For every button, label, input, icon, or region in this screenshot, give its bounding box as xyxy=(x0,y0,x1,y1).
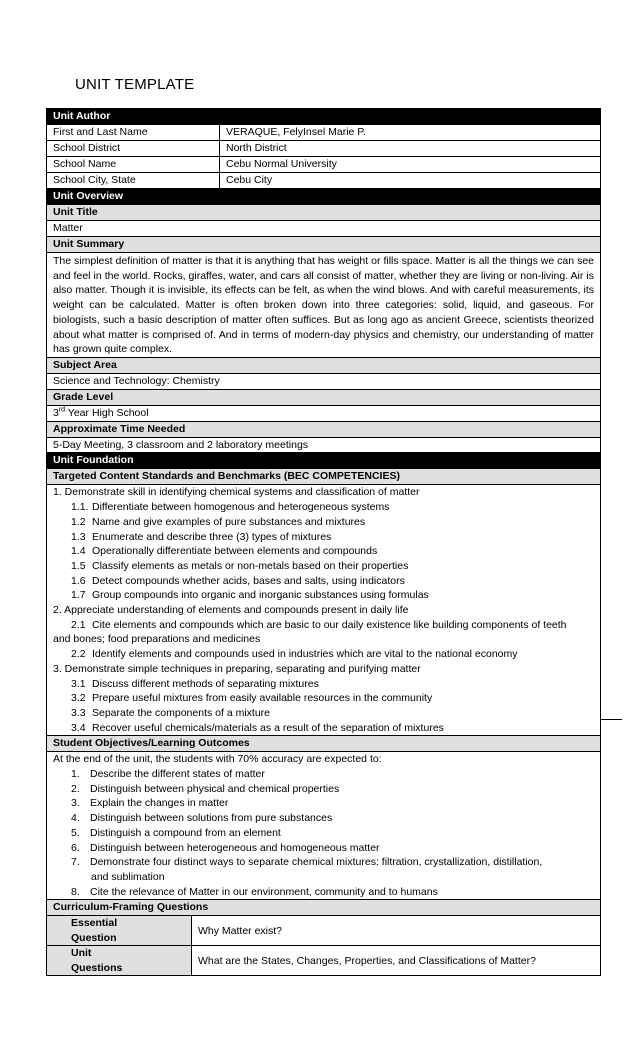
unit-template-table xyxy=(46,108,601,976)
unit-title-label: Unit Title xyxy=(47,205,600,221)
list-item: 6. Distinguish between heterogeneous and homogeneous matter xyxy=(71,841,380,854)
list-item: 1.3 Enumerate and describe three (3) types of mixtures xyxy=(71,530,332,543)
list-item: 3.3 Separate the components of a mixture xyxy=(71,706,271,719)
unit-questions-row xyxy=(47,946,600,975)
author-row-value: Cebu Normal University xyxy=(226,158,337,170)
list-item-continuation: and bones; food preparations and medicines xyxy=(53,633,261,646)
list-item: 1.1. Differentiate between homogenous and heterogeneous systems xyxy=(71,501,390,514)
divider xyxy=(600,719,622,720)
unit-summary-label: Unit Summary xyxy=(47,237,600,253)
subject-area-value: Science and Technology: Chemistry xyxy=(47,374,600,390)
standards-label: Targeted Content Standards and Benchmarks (BEC COMPETENCIES) xyxy=(47,469,600,485)
subject-area-label: Subject Area xyxy=(47,358,600,374)
list-item: 8. Cite the relevance of Matter in our environment, community and to humans xyxy=(71,885,438,898)
author-row xyxy=(47,125,600,141)
list-item: 3.4 Recover useful chemicals/materials as a result of the separation of mixtures xyxy=(71,721,444,734)
document-title: UNIT TEMPLATE xyxy=(75,76,195,93)
list-item: 1.5 Classify elements as metals or non-metals based on their properties xyxy=(71,559,409,572)
list-item: 2.1 Cite elements and compounds which are basic to our daily existence like building components of teeth xyxy=(71,618,567,631)
author-row xyxy=(47,173,600,189)
unit-questions-value: What are the States, Changes, Properties, and Classifications of Matter? xyxy=(198,954,536,967)
grade-level-label: Grade Level xyxy=(47,390,600,406)
list-item: 5. Distinguish a compound from an element xyxy=(71,826,281,839)
author-row-value: North District xyxy=(226,142,287,154)
unit-summary-text: The simplest definition of matter is that it is anything that has weight or fills space. Matter is all the things we can see and feel in the world. Rocks, giraffes, water, and cars all consist of matter, whether they are living or non-living. Air is also matter. Though it is invisible, its effects can be felt, as when the wind blows. And with careful measurements, its weight can be calculated. Matter is often broken down into three categories: solid, liquid, and gaseous. For biologists, such a basic description of matter often suffices. But as long ago as ancient Greece, scientists theorized about what matter is comprised of. And in terms of modern-day physics and chemistry, our understanding of matter has grown quite complex. xyxy=(47,253,600,359)
curriculum-questions-label: Curriculum-Framing Questions xyxy=(47,900,600,916)
standard-goal: 1. Demonstrate skill in identifying chemical systems and classification of matter xyxy=(53,486,420,499)
essential-question-row xyxy=(47,916,600,946)
standards-list xyxy=(47,485,600,736)
objectives-list xyxy=(47,752,600,900)
list-item: 7. Demonstrate four distinct ways to separate chemical mixtures: filtration, crystallization, distillation, xyxy=(71,856,543,869)
author-row-label: School Name xyxy=(47,157,220,172)
list-item: 2.2 Identify elements and compounds used in industries which are vital to the national economy xyxy=(71,648,518,661)
list-item: 3.2 Prepare useful mixtures from easily available resources in the community xyxy=(71,692,433,705)
list-item: 4. Distinguish between solutions from pure substances xyxy=(71,812,333,825)
author-row xyxy=(47,141,600,157)
objectives-intro: At the end of the unit, the students with 70% accuracy are expected to: xyxy=(53,753,382,766)
grade-number: 3 xyxy=(53,406,59,419)
list-item: 1.7 Group compounds into organic and inorganic substances using formulas xyxy=(71,589,429,602)
time-needed-label: Approximate Time Needed xyxy=(47,422,600,438)
author-row-value: VERAQUE, FelyInsel Marie P. xyxy=(226,126,366,138)
unit-questions-label: Unit Questions xyxy=(47,946,192,975)
list-item: 1.2 Name and give examples of pure substances and mixtures xyxy=(71,515,366,528)
list-item: 1.4 Operationally differentiate between elements and compounds xyxy=(71,545,378,558)
unit-author-header: Unit Author xyxy=(47,109,600,125)
list-item: 1.6 Detect compounds whether acids, bases and salts, using indicators xyxy=(71,574,405,587)
grade-suffix: rd xyxy=(58,406,66,414)
grade-level-value xyxy=(47,406,600,422)
unit-title-value: Matter xyxy=(47,221,600,237)
list-item: 3.1 Discuss different methods of separating mixtures xyxy=(71,677,319,690)
standard-goal: 2. Appreciate understanding of elements and compounds present in daily life xyxy=(53,604,409,617)
author-row-label: School District xyxy=(47,141,220,156)
author-row xyxy=(47,157,600,173)
standard-goal: 3. Demonstrate simple techniques in preparing, separating and purifying matter xyxy=(53,662,421,675)
objectives-label: Student Objectives/Learning Outcomes xyxy=(47,736,600,752)
unit-foundation-header: Unit Foundation xyxy=(47,453,600,469)
list-item-continuation: and sublimation xyxy=(91,870,165,883)
list-item: 3. Explain the changes in matter xyxy=(71,797,229,810)
list-item: 1. Describe the different states of matter xyxy=(71,768,265,781)
list-item: 2. Distinguish between physical and chemical properties xyxy=(71,782,340,795)
essential-question-label: Essential Question xyxy=(47,916,192,945)
author-row-value: Cebu City xyxy=(226,174,273,186)
time-needed-value: 5-Day Meeting, 3 classroom and 2 laboratory meetings xyxy=(47,438,600,454)
unit-overview-header: Unit Overview xyxy=(47,189,600,205)
author-row-label: School City, State xyxy=(47,173,220,188)
author-row-label: First and Last Name xyxy=(47,125,220,140)
grade-rest: Year High School xyxy=(65,406,149,419)
essential-question-value: Why Matter exist? xyxy=(198,924,283,937)
